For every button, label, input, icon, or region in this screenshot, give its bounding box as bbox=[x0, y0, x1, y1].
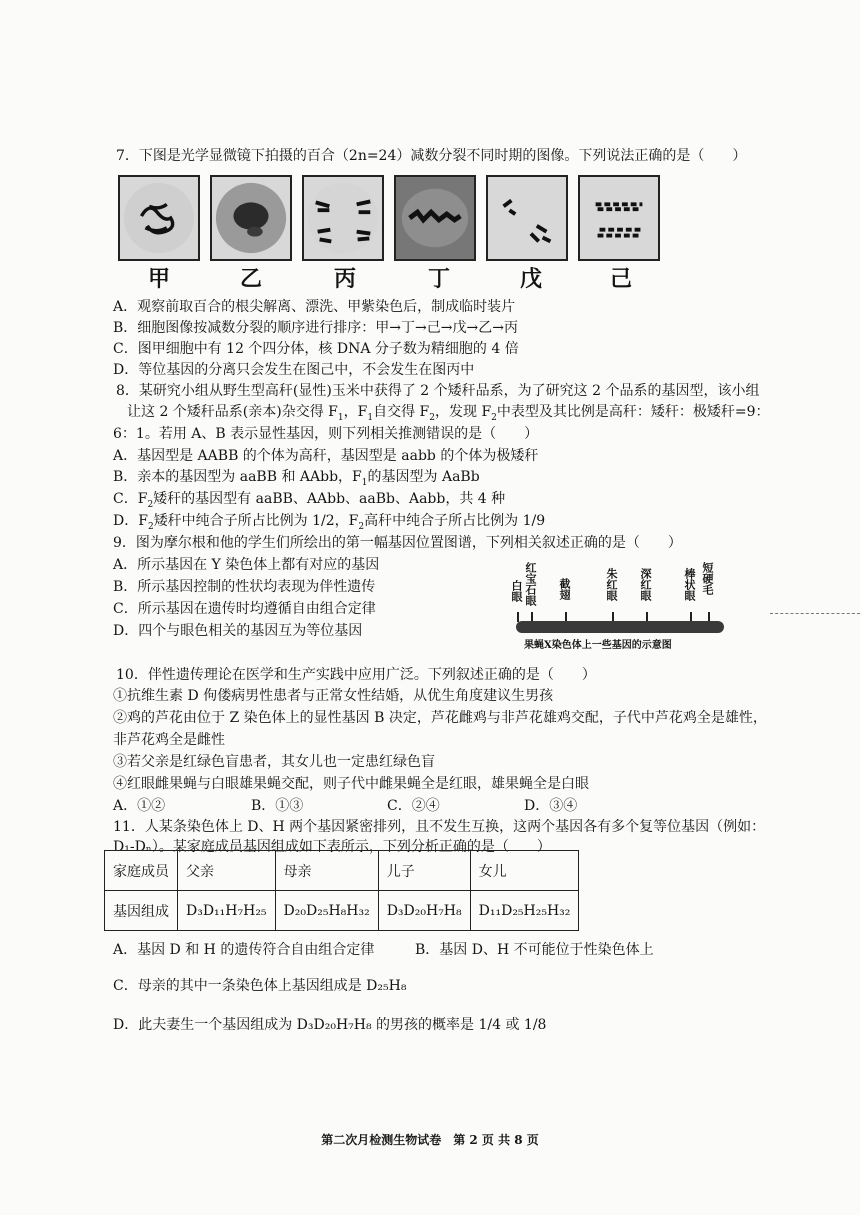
q8-line2-part-d: ，发现 F bbox=[435, 404, 492, 420]
micrograph-yi bbox=[210, 175, 292, 261]
table-header-cell: 父亲 bbox=[178, 851, 276, 891]
q7-option-c: C．图甲细胞中有 12 个四分体，核 DNA 分子数为精细胞的 4 倍 bbox=[113, 341, 519, 357]
table-cell-father: D₃D₁₁H₇H₂₅ bbox=[178, 891, 276, 931]
q11-stem-line1: 11．人某条染色体上 D、H 两个基因紧密排列，且不发生互换，这两个基因各有多个复等位基因（例如： bbox=[113, 819, 766, 835]
q8-option-d-part3: 高秆中纯合子所占比例为 1/9 bbox=[364, 513, 546, 529]
q8-option-c-part2: 矮秆的基因型有 aaBB、AAbb、aaBb、Aabb，共 4 种 bbox=[153, 491, 506, 507]
table-row bbox=[105, 891, 579, 931]
micrograph-row bbox=[118, 175, 663, 265]
q7-option-a: A．观察前取百合的根尖解离、漂洗、甲紫染色后，制成临时装片 bbox=[113, 299, 516, 315]
gene-label-bar-eye: 棒状眼 bbox=[683, 568, 696, 601]
table-row-label: 基因组成 bbox=[105, 891, 178, 931]
q10-item-3: ③若父亲是红绿色盲患者，其女儿也一定患红绿色盲 bbox=[113, 754, 435, 770]
q9-option-b: B．所示基因控制的性状均表现为伴性遗传 bbox=[113, 579, 376, 595]
table-header-cell: 母亲 bbox=[275, 851, 378, 891]
q8-sub: 1 bbox=[361, 477, 368, 488]
q8-option-b-part1: B．亲本的基因型为 aaBB 和 AAbb，F bbox=[113, 469, 362, 485]
q7-option-d: D．等位基因的分离只会发生在图己中，不会发生在图丙中 bbox=[113, 362, 475, 378]
page-footer: 第二次月检测生物试卷 第 2 页 共 8 页 bbox=[321, 1133, 539, 1147]
table-cell-son: D₃D₂₀H₇H₈ bbox=[378, 891, 470, 931]
family-gene-table bbox=[104, 850, 579, 931]
q10-item-4: ④红眼雌果蝇与白眼雄果蝇交配，则子代中雌果蝇全是红眼，雄果蝇全是白眼 bbox=[113, 776, 589, 792]
table-cell-mother: D₂₀D₂₅H₈H₃₂ bbox=[275, 891, 378, 931]
q8-option-c-part1: C．F bbox=[113, 491, 148, 507]
q8-line2-part-a: 让这 2 个矮秆品系(亲本)杂交得 F bbox=[127, 404, 338, 420]
q8-line2-part-e: 中表型及其比例是高秆：矮秆：极矮秆=9： bbox=[496, 404, 770, 420]
table-header-cell: 家庭成员 bbox=[105, 851, 178, 891]
chromosome-bar bbox=[516, 621, 724, 633]
q8-sub: 2 bbox=[491, 412, 497, 423]
gene-label-ruby-eye: 红宝石眼 bbox=[524, 562, 537, 606]
gene-tick bbox=[517, 612, 519, 622]
q8-sub: 2 bbox=[147, 499, 154, 510]
q11-option-c: C．母亲的其中一条染色体上基因组成是 D₂₅H₈ bbox=[113, 978, 407, 994]
q9-option-a: A．所示基因在 Y 染色体上都有对应的基因 bbox=[113, 557, 380, 573]
q11-option-d: D．此夫妻生一个基因组成为 D₃D₂₀H₇H₈ 的男孩的概率是 1/4 或 1/8 bbox=[113, 1017, 547, 1033]
q11-stem-line2: D₁-Dₙ）。某家庭成员基因组成如下表所示，下列分析正确的是（ ） bbox=[113, 839, 551, 855]
q9-option-c: C．所示基因在遗传时均遵循自由组合定律 bbox=[113, 601, 376, 617]
q10-choice-b: B．①③ bbox=[251, 798, 304, 814]
q10-choice-c: C．②④ bbox=[387, 798, 440, 814]
stage-label-ding: 丁 bbox=[427, 266, 450, 292]
q10-item-1: ①抗维生素 D 佝偻病男性患者与正常女性结婚，从优生角度建议生男孩 bbox=[113, 688, 554, 704]
micrograph-ji bbox=[578, 175, 660, 261]
q11-option-b: B．基因 D、H 不可能位于性染色体上 bbox=[415, 942, 654, 958]
q8-option-d-part2: 矮秆中纯合子所占比例为 1/2，F bbox=[153, 513, 359, 529]
table-header-cell: 儿子 bbox=[378, 851, 470, 891]
q8-option-d-part1: D．F bbox=[113, 513, 148, 529]
q10-choice-a: A．①② bbox=[113, 798, 166, 814]
stage-label-jia: 甲 bbox=[147, 266, 170, 292]
stage-label-wu: 戊 bbox=[519, 266, 542, 292]
q9-option-d: D．四个与眼色相关的基因互为等位基因 bbox=[113, 623, 363, 639]
q10-stem: 10．伴性遗传理论在医学和生产实践中应用广泛。下列叙述正确的是（ ） bbox=[116, 667, 596, 683]
gene-map-caption: 果蝇X染色体上一些基因的示意图 bbox=[524, 640, 672, 651]
gene-label-garnet-eye: 深红眼 bbox=[639, 568, 652, 601]
q8-sub: 1 bbox=[337, 412, 344, 423]
stage-label-yi: 乙 bbox=[239, 266, 262, 292]
micrograph-jia bbox=[118, 175, 200, 261]
gene-label-bobbed-bristle: 短硬毛 bbox=[701, 562, 714, 595]
table-header-cell: 女儿 bbox=[470, 851, 579, 891]
q7-stem: 7．下图是光学显微镜下拍摄的百合（2n=24）减数分裂不同时期的图像。下列说法正确的是（ ） bbox=[116, 148, 747, 164]
q8-line2-part-b: ，F bbox=[343, 404, 368, 420]
stage-label-bing: 丙 bbox=[333, 266, 356, 292]
stage-label-ji: 己 bbox=[609, 266, 632, 292]
q10-item-2: ②鸡的芦花由位于 Z 染色体上的显性基因 B 决定，芦花雌鸡与非芦花雄鸡交配，子代中芦花鸡全是雄性， bbox=[113, 710, 767, 726]
micrograph-ding bbox=[394, 175, 476, 261]
q8-sub: 2 bbox=[429, 412, 435, 423]
micrograph-bing bbox=[302, 175, 384, 261]
table-cell-daughter: D₁₁D₂₅H₂₅H₃₂ bbox=[470, 891, 579, 931]
gene-label-cut-wing: 截翅 bbox=[558, 578, 571, 600]
q8-sub: 2 bbox=[147, 521, 154, 532]
table-header-row bbox=[105, 851, 579, 891]
q10-choice-d: D．③④ bbox=[524, 798, 578, 814]
micrograph-wu bbox=[486, 175, 568, 261]
q8-option-a: A．基因型是 AABB 的个体为高秆，基因型是 aabb 的个体为极矮秆 bbox=[113, 448, 539, 464]
q10-item-2-cont: 非芦花鸡全是雌性 bbox=[113, 732, 225, 748]
scan-dash-mark bbox=[770, 613, 860, 614]
q11-option-a: A．基因 D 和 H 的遗传符合自由组合定律 bbox=[113, 942, 375, 958]
q8-stem-line1: 8．某研究小组从野生型高秆(显性)玉米中获得了 2 个矮秆品系，为了研究这 2 个品系的基因型，该小组 bbox=[116, 383, 760, 399]
q7-option-b: B．细胞图像按减数分裂的顺序进行排序：甲→丁→己→戊→乙→丙 bbox=[113, 320, 518, 336]
x-chromosome-gene-map bbox=[508, 562, 728, 656]
q9-stem: 9．图为摩尔根和他的学生们所绘出的第一幅基因位置图谱，下列相关叙述正确的是（ ） bbox=[113, 535, 682, 551]
q8-line2-part-c: 自交得 F bbox=[373, 404, 430, 420]
gene-label-vermilion-eye: 朱红眼 bbox=[605, 568, 618, 601]
q8-option-b-part2: 的基因型为 AaBb bbox=[367, 469, 480, 485]
q8-sub: 2 bbox=[358, 521, 365, 532]
q8-sub: 1 bbox=[367, 412, 374, 423]
q8-stem-line3: 6：1。若用 A、B 表示显性基因，则下列相关推测错误的是（ ） bbox=[113, 426, 539, 442]
gene-label-white-eye: 白眼 bbox=[510, 580, 523, 602]
